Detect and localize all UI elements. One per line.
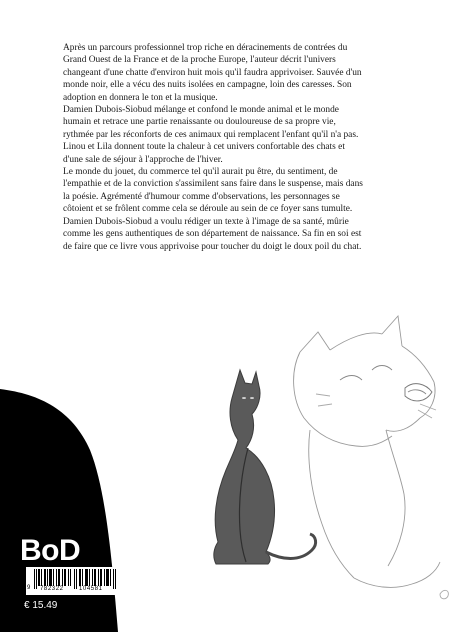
back-cover-blurb [63, 42, 363, 253]
blurb-paragraph: Après un parcours professionnel trop riche en déracinements de contrées du Grand Ouest de la France et de la proche Europe, l'auteur décrit l'univers changeant d'une chatte d'environ huit mois qu'il faudra apprivoiser. Sauvée d'un monde noir, elle a vécu des nuits isolées en campagne, loin des caresses. Son adoption en donnera le ton et la musique. [63, 43, 362, 103]
isbn-digits-group-1: 782322 [40, 586, 64, 592]
blurb-paragraph: Le monde du jouet, du commerce tel qu'il aurait pu être, du sentiment, de l'empathie et de la conviction s'assimilent sans faire dans le suspense, mais dans la poésie. Agrémenté d'humour comme d'observations, les personnages se côtoient et se frôlent comme cela se déroule au sein de ce foyer sans tumulte. [63, 167, 363, 215]
sitting-cat-sketch-icon [214, 370, 316, 564]
yawning-cat-sketch-icon [294, 316, 449, 599]
price-label: € 15.49 [24, 600, 58, 611]
isbn-digits-group-2: 104581 [79, 586, 103, 592]
isbn-lead-digit: 9 [27, 585, 31, 591]
publisher-logo: BoD [20, 534, 81, 567]
blurb-paragraph: Damien Dubois-Siobud mélange et confond le monde animal et le monde humain et retrace une partie renaissante ou douloureuse de sa propre vie, rythmée par les réconforts de ces animaux qui remplacent l'enfant qu'il n'a pas. Linou et Lila donnent toute la chaleur à cet univers confortable des chats et d'une sale de séjour à l'approche de l'hiver. [63, 105, 359, 165]
isbn-barcode [26, 567, 120, 595]
blurb-paragraph: Damien Dubois-Siobud a voulu rédiger un texte à l'image de sa santé, mûrie comme les gens authentiques de son département de naissance. Sa fin en soi est de faire que ce livre vous apprivoise pour toucher du doigt le doux poil du chat. [63, 216, 362, 252]
